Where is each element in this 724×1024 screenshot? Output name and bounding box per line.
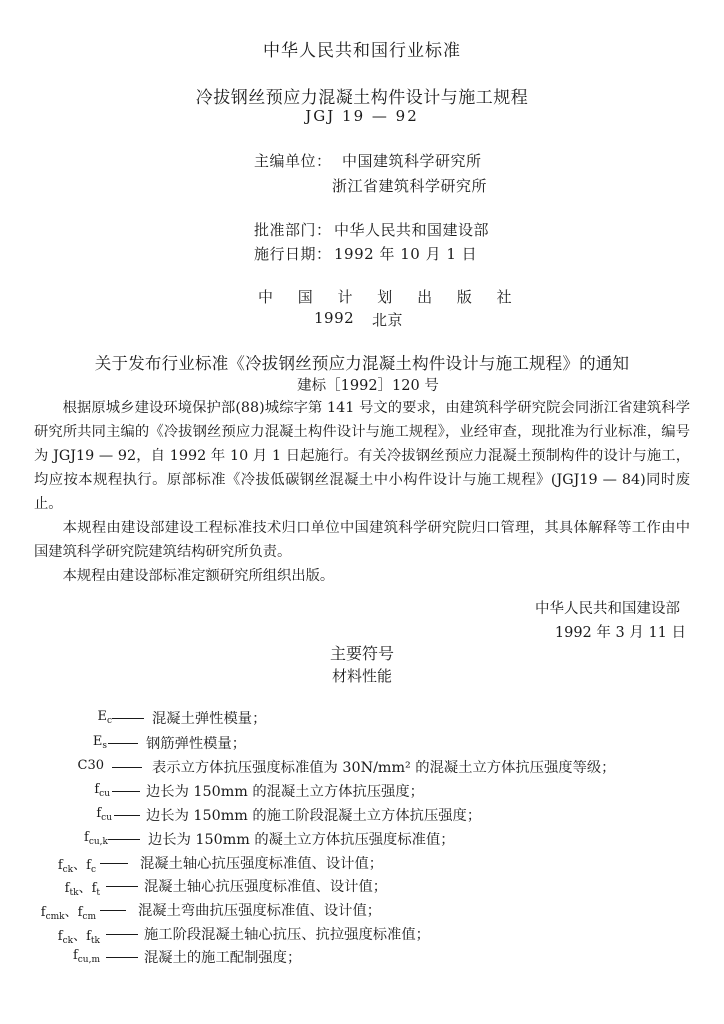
standard-title: 冷拔钢丝预应力混凝土构件设计与施工规程: [195, 88, 529, 108]
notice-title: 关于发布行业标准《冷拔钢丝预应力混凝土构件设计与施工规程》的通知: [94, 354, 630, 373]
effective-date: 1992 年 10 月 1 日: [334, 245, 478, 263]
em-dash-separator: [106, 934, 138, 935]
editor-unit-2: 浙江省建筑科学研究所: [332, 177, 488, 195]
symbol-notation: $f_{cu}$: [96, 806, 112, 823]
em-dash-separator: [112, 767, 142, 768]
symbol-row: [0, 708, 724, 732]
em-dash-separator: [100, 863, 128, 864]
effective-date-label: 施行日期：: [254, 245, 332, 263]
symbol-notation: $E_s$: [92, 734, 107, 751]
em-dash-separator: [112, 791, 140, 792]
symbol-description: 边长为 150mm 的施工阶段混凝土立方体抗压强度；: [146, 808, 482, 824]
symbol-notation: $f_{cu,m}$: [72, 948, 100, 965]
notice-number: 建标［1992］120 号: [297, 378, 439, 394]
symbol-notation: $f_{ck}$、$f_{tk}$: [57, 929, 100, 946]
symbols-heading: 主要符号: [329, 644, 394, 663]
symbol-description: 混凝土弯曲抗压强度标准值、设计值；: [138, 903, 382, 919]
notice-sign-date: 1992 年 3 月 11 日: [554, 625, 686, 641]
symbol-description: 边长为 150mm 的混凝土立方体抗压强度；: [146, 784, 424, 800]
symbol-row: [0, 853, 724, 877]
symbol-description: 施工阶段混凝土轴心抗压、抗拉强度标准值；: [144, 927, 430, 943]
symbol-description: 混凝土弹性模量；: [152, 711, 267, 727]
em-dash-separator: [106, 886, 138, 887]
symbol-row: [0, 876, 724, 900]
symbol-description: 表示立方体抗压强度标准值为 30N/mm² 的混凝土立方体抗压强度等级；: [152, 760, 616, 776]
editors-label: 主编单位：: [254, 152, 332, 170]
notice-paragraph-3: 本规程由建设部标准定额研究所组织出版。: [62, 568, 335, 584]
approval-dept-label: 批准部门：: [254, 221, 332, 239]
symbol-notation: $E_c$: [97, 709, 112, 726]
symbols-subheading: 材料性能: [331, 667, 392, 685]
publish-year: 1992: [314, 309, 355, 327]
notice-signer: 中华人民共和国建设部: [535, 601, 680, 617]
symbol-description: 混凝土的施工配制强度；: [144, 950, 302, 966]
symbol-description: 混凝土轴心抗压强度标准值、设计值；: [144, 879, 388, 895]
symbol-row: [0, 781, 724, 805]
symbol-row: [0, 805, 724, 829]
symbol-description: 混凝土轴心抗压强度标准值、设计值；: [140, 856, 384, 872]
symbol-notation: $f_{cu}$: [94, 782, 110, 799]
symbol-row: [0, 757, 724, 781]
symbol-notation: C30: [77, 758, 104, 773]
symbol-notation: $f_{ck}$、$f_c$: [57, 858, 96, 875]
em-dash-separator: [112, 718, 144, 719]
symbol-notation: $f_{cmk}$、$f_{cm}$: [40, 905, 96, 922]
em-dash-separator: [100, 910, 126, 911]
standard-code: JGJ 19 — 92: [305, 107, 419, 125]
approval-dept: 中华人民共和国建设部: [334, 221, 490, 239]
symbol-row: [0, 829, 724, 853]
notice-paragraph-1: 根据原城乡建设环境保护部(88)城综字第 141 号文的要求，由建筑科学研究院会同浙江省建筑科学研究所共同主编的《冷拔钢丝预应力混凝土构件设计与施工规程》，业经审查，现批准为行业标准，编号为 JGJ19 — 92，自 1992 年 10 月 1 日起施行。有关冷拔钢丝预应力混凝土预制构件的设计与施工，均应按本规程执行。原部标准《冷拔低碳钢丝混凝土中小构件设计与施工规程》(JGJ19 — 84)同时废止。: [34, 400, 690, 512]
symbol-description: 钢筋弹性模量；: [146, 736, 247, 752]
symbol-description: 边长为 150mm 的凝土立方体抗压强度标准值；: [148, 832, 455, 848]
em-dash-separator: [108, 839, 140, 840]
symbol-row: [0, 924, 724, 948]
publish-city: 北京: [372, 311, 404, 329]
editor-unit-1: 中国建筑科学研究所: [342, 152, 482, 170]
em-dash-separator: [106, 957, 138, 958]
symbol-notation: $f_{cu,k}$: [84, 830, 108, 847]
standard-category-title: 中华人民共和国行业标准: [263, 41, 461, 61]
symbol-row: [0, 733, 724, 757]
symbol-notation: $f_{tk}$、$f_t$: [64, 881, 100, 898]
notice-paragraph-2: 本规程由建设部建设工程标准技术归口单位中国建筑科学研究院归口管理，其具体解释等工作由中国建筑科学研究院建筑结构研究所负责。: [34, 520, 690, 560]
symbol-row: [0, 900, 724, 924]
em-dash-separator: [108, 743, 138, 744]
symbol-row: [0, 947, 724, 971]
publisher-name: 中 国 计 划 出 版 社: [258, 288, 522, 306]
em-dash-separator: [114, 815, 140, 816]
